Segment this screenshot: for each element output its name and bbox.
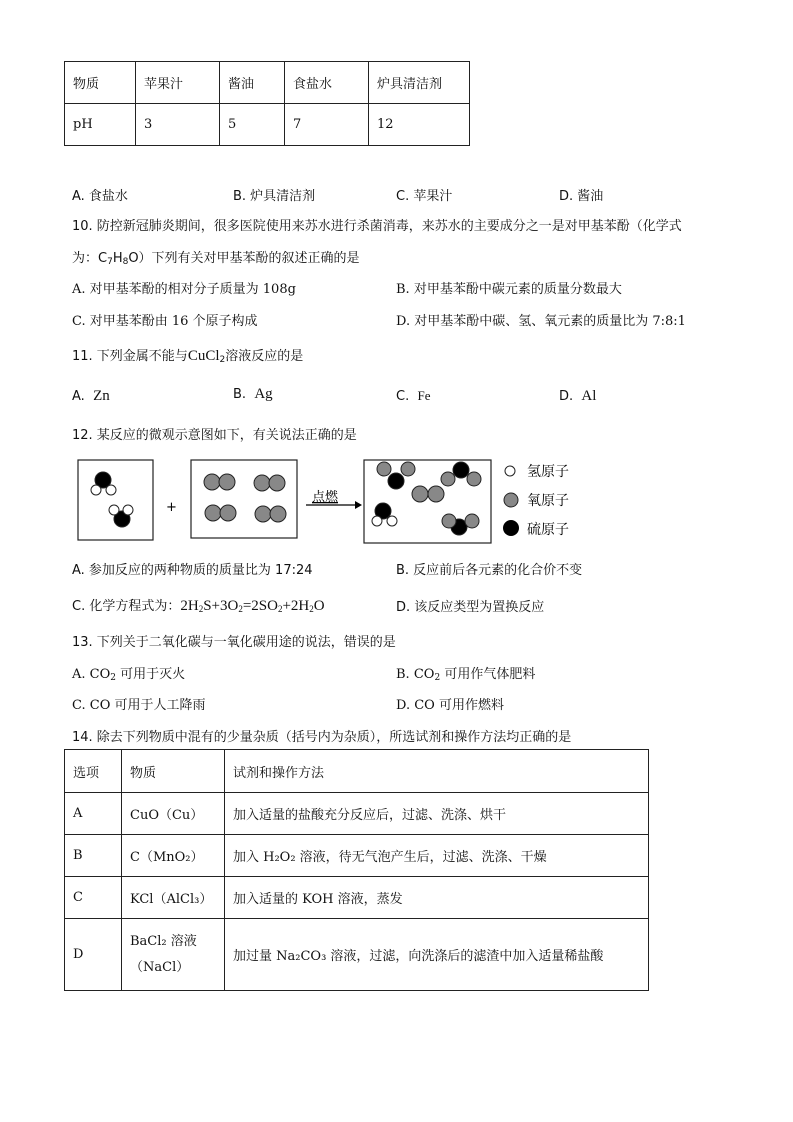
h2s-molecule [109, 505, 133, 527]
table-cell: 炉具清洁剂 [369, 62, 470, 104]
table-cell: 物质 [65, 62, 136, 104]
table-cell: pH [65, 104, 136, 146]
q10-option-c: C. 对甲基苯酚由 16 个原子构成 [72, 314, 258, 329]
ph-table [64, 61, 470, 146]
table-header-cell: 选项 [65, 750, 122, 793]
q12-option-b: B. 反应前后各元素的化合价不变 [396, 563, 583, 578]
chemical-equation: $2H_2S+3O_2=2SO_2+2H_2O$ [180, 598, 325, 614]
q12-stem: 12. 某反应的微观示意图如下，有关说法正确的是 [72, 428, 357, 443]
q14-stem: 14. 除去下列物质中混有的少量杂质（括号内为杂质），所选试剂和操作方法均正确的是 [72, 730, 572, 745]
plus-sign: + [166, 500, 177, 515]
purification-table [64, 749, 649, 991]
hydrogen-atom-icon [505, 466, 515, 476]
q13-stem: 13. 下列关于二氧化碳与一氧化碳用途的说法，错误的是 [72, 635, 396, 650]
table-cell: 苹果汁 [136, 62, 220, 104]
legend-hydrogen: 氢原子 [527, 464, 569, 480]
q13-option-c: C. CO 可用于人工降雨 [72, 698, 206, 713]
table-cell: 酱油 [220, 62, 285, 104]
q11-stem: 11. 下列金属不能与CuCl$_2$溶液反应的是 [72, 348, 304, 365]
q10-stem-line2: 为：$C_7H_8O$）下列有关对甲基苯酚的叙述正确的是 [72, 251, 360, 267]
q9-option-a: A. 食盐水 [72, 189, 128, 204]
arrow-head [355, 501, 362, 509]
q11-option-d: D. Al [559, 388, 597, 404]
q9-option-c: C. 苹果汁 [396, 189, 453, 204]
table-row: B C（MnO₂） 加入 H₂O₂ 溶液，待无气泡产生后，过滤、洗涤、干燥 [65, 835, 649, 877]
o2-molecule [205, 505, 236, 521]
reactant-box-o2 [191, 460, 297, 538]
table-cell: 食盐水 [285, 62, 369, 104]
table-row: D BaCl₂ 溶液 （NaCl） 加过量 Na₂CO₃ 溶液，过滤，向洗涤后的滤渣中加入适量稀盐酸 [65, 919, 649, 991]
oxygen-atom-icon [504, 493, 518, 507]
so2-molecule [441, 462, 481, 486]
legend-sulfur: 硫原子 [527, 522, 569, 538]
q11-option-a: A. Zn [72, 388, 110, 404]
arrow-label: 点燃 [312, 490, 339, 505]
q13-option-a: A. $CO_2$ 可用于灭火 [72, 667, 186, 683]
q10-stem-line1: 10. 防控新冠肺炎期间，很多医院使用来苏水进行杀菌消毒，来苏水的主要成分之一是对甲基苯酚（化学式 [72, 219, 682, 234]
reactant-box-h2s [78, 460, 153, 540]
q9-option-d: D. 酱油 [559, 189, 604, 204]
h2s-molecule [91, 472, 116, 495]
table-header-cell: 试剂和操作方法 [225, 750, 649, 793]
q12-option-c: C. 化学方程式为：$2H_2S+3O_2=2SO_2+2H_2O$ [72, 598, 325, 614]
q13-option-b: B. $CO_2$ 可用作气体肥料 [396, 667, 536, 683]
reaction-diagram [0, 455, 793, 550]
table-header-cell: 物质 [122, 750, 225, 793]
legend-oxygen: 氧原子 [527, 493, 569, 509]
q10-option-d: D. 对甲基苯酚中碳、氢、氧元素的质量比为 7:8:1 [396, 314, 686, 329]
q12-option-d: D. 该反应类型为置换反应 [396, 600, 545, 615]
table-row: A CuO（Cu） 加入适量的盐酸充分反应后，过滤、洗涤、烘干 [65, 793, 649, 835]
o2-molecule [204, 474, 235, 490]
o2-molecule [412, 486, 444, 502]
table-row: C KCl（AlCl₃） 加入适量的 KOH 溶液，蒸发 [65, 877, 649, 919]
o2-molecule [255, 506, 286, 522]
table-cell: 12 [369, 104, 470, 146]
table-cell: 7 [285, 104, 369, 146]
q11-option-c: C. Fe [396, 388, 431, 404]
sulfur-atom-icon [503, 520, 519, 536]
q13-option-d: D. CO 可用作燃料 [396, 698, 504, 713]
q11-option-b: B. Ag [233, 386, 273, 402]
q9-option-b: B. 炉具清洁剂 [233, 189, 316, 204]
table-cell: 3 [136, 104, 220, 146]
q10-option-a: A. 对甲基苯酚的相对分子质量为 108g [72, 282, 296, 297]
q10-option-b: B. 对甲基苯酚中碳元素的质量分数最大 [396, 282, 622, 297]
table-cell: 5 [220, 104, 285, 146]
h2o-molecule [372, 503, 397, 526]
h2o-molecule [442, 514, 479, 535]
so2-molecule [377, 462, 415, 489]
o2-molecule [254, 475, 285, 491]
q12-option-a: A. 参加反应的两种物质的质量比为 17:24 [72, 563, 313, 578]
